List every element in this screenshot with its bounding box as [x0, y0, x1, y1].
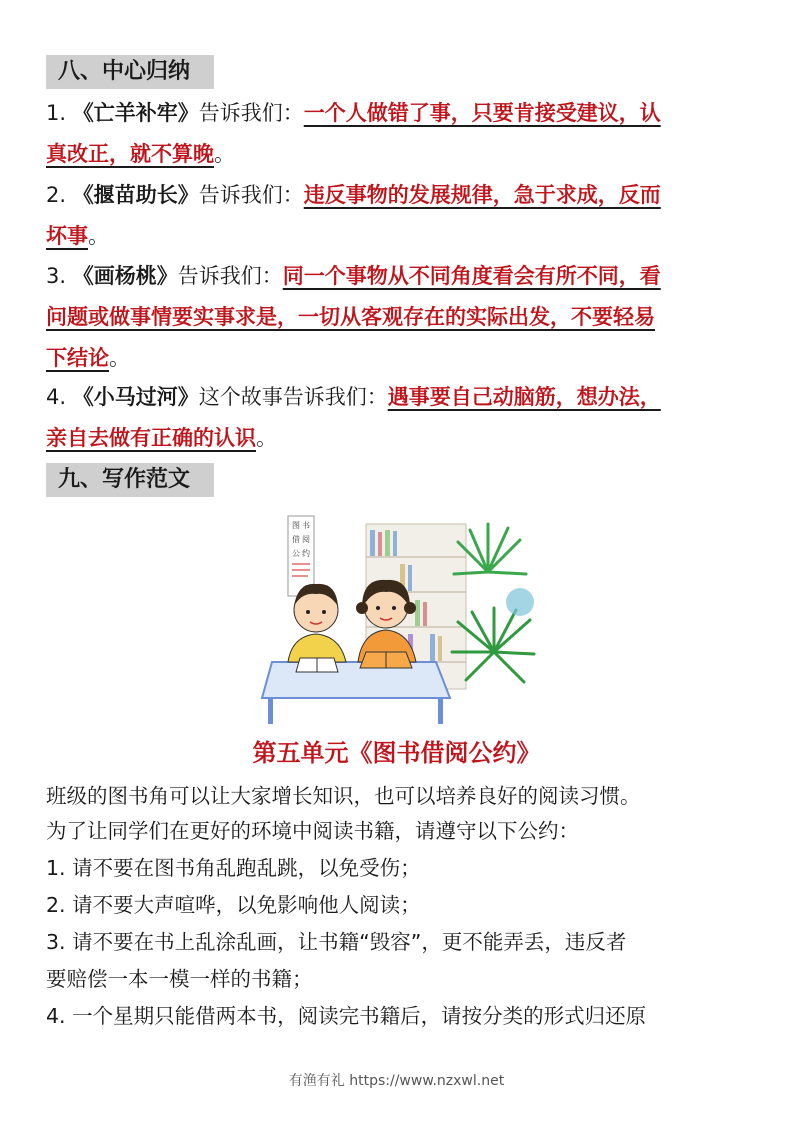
svg-text:图: 图	[292, 521, 300, 530]
story-title: 《画杨桃》	[72, 264, 178, 288]
essay-line: 要赔偿一本一模一样的书籍；	[46, 967, 313, 991]
answer-text: 遇事要自己动脑筋，想办法，	[387, 385, 661, 409]
essay-line: 班级的图书角可以让大家增长知识，也可以培养良好的阅读习惯。	[46, 784, 641, 808]
item-number: 2.	[46, 183, 67, 207]
item-number: 4.	[46, 385, 67, 409]
svg-text:约: 约	[302, 549, 310, 558]
item-intro: 告诉我们：	[177, 264, 283, 288]
essay-line: 1. 请不要在图书角乱跑乱跳，以免受伤；	[46, 856, 421, 880]
answer-text: 亲自去做有正确的认识	[46, 426, 256, 450]
poster	[288, 516, 314, 596]
answer-text: 下结论	[46, 346, 109, 370]
answer-text: 坏事	[46, 224, 88, 248]
answer-text: 真改正，就不算晚	[46, 142, 214, 166]
essay-title: 第五单元《图书借阅公约》	[252, 739, 541, 767]
svg-text:借: 借	[292, 535, 300, 544]
item-end: 。	[88, 224, 109, 248]
answer-text: 同一个事物从不同角度看会有所不同，看	[282, 264, 661, 288]
story-title: 《小马过河》	[72, 385, 199, 409]
summary-item-4	[46, 377, 749, 459]
boy-reading	[288, 584, 346, 672]
answer-text: 一个人做错了事，只要肯接受建议，认	[303, 101, 661, 125]
story-title: 《揠苗助长》	[72, 183, 199, 207]
svg-text:公: 公	[292, 549, 300, 558]
item-number: 3.	[46, 264, 67, 288]
footer-watermark: 有渔有礼 https://www.nzxwl.net	[288, 1073, 505, 1089]
item-intro: 告诉我们：	[198, 183, 304, 207]
svg-text:书: 书	[302, 521, 310, 530]
item-end: 。	[214, 142, 235, 166]
svg-text:阅: 阅	[302, 535, 310, 544]
story-title: 《亡羊补牢》	[72, 101, 199, 125]
table	[262, 662, 450, 724]
item-end: 。	[256, 426, 277, 450]
item-intro: 这个故事告诉我们：	[198, 385, 388, 409]
children-reading-illustration	[258, 512, 540, 726]
essay-line: 2. 请不要大声喧哗，以免影响他人阅读；	[46, 893, 421, 917]
essay-line: 3. 请不要在书上乱涂乱画，让书籍“毁容”，更不能弄丢，违反者	[46, 930, 627, 954]
section-8-header: 八、中心归纳	[46, 55, 214, 89]
item-intro: 告诉我们：	[198, 101, 304, 125]
answer-text: 问题或做事情要实事求是，一切从客观存在的实际出发，不要轻易	[46, 305, 655, 329]
essay-line: 4. 一个星期只能借两本书，阅读完书籍后，请按分类的形式归还原	[46, 1004, 647, 1028]
essay-line: 为了让同学们在更好的环境中阅读书籍，请遵守以下公约：	[46, 819, 579, 843]
answer-text: 违反事物的发展规律，急于求成，反而	[303, 183, 661, 207]
item-end: 。	[109, 346, 130, 370]
summary-item-1	[46, 93, 749, 175]
item-number: 1.	[46, 101, 67, 125]
section-9-header: 九、写作范文	[46, 463, 214, 497]
summary-item-2	[46, 175, 749, 257]
summary-item-3	[46, 256, 749, 379]
